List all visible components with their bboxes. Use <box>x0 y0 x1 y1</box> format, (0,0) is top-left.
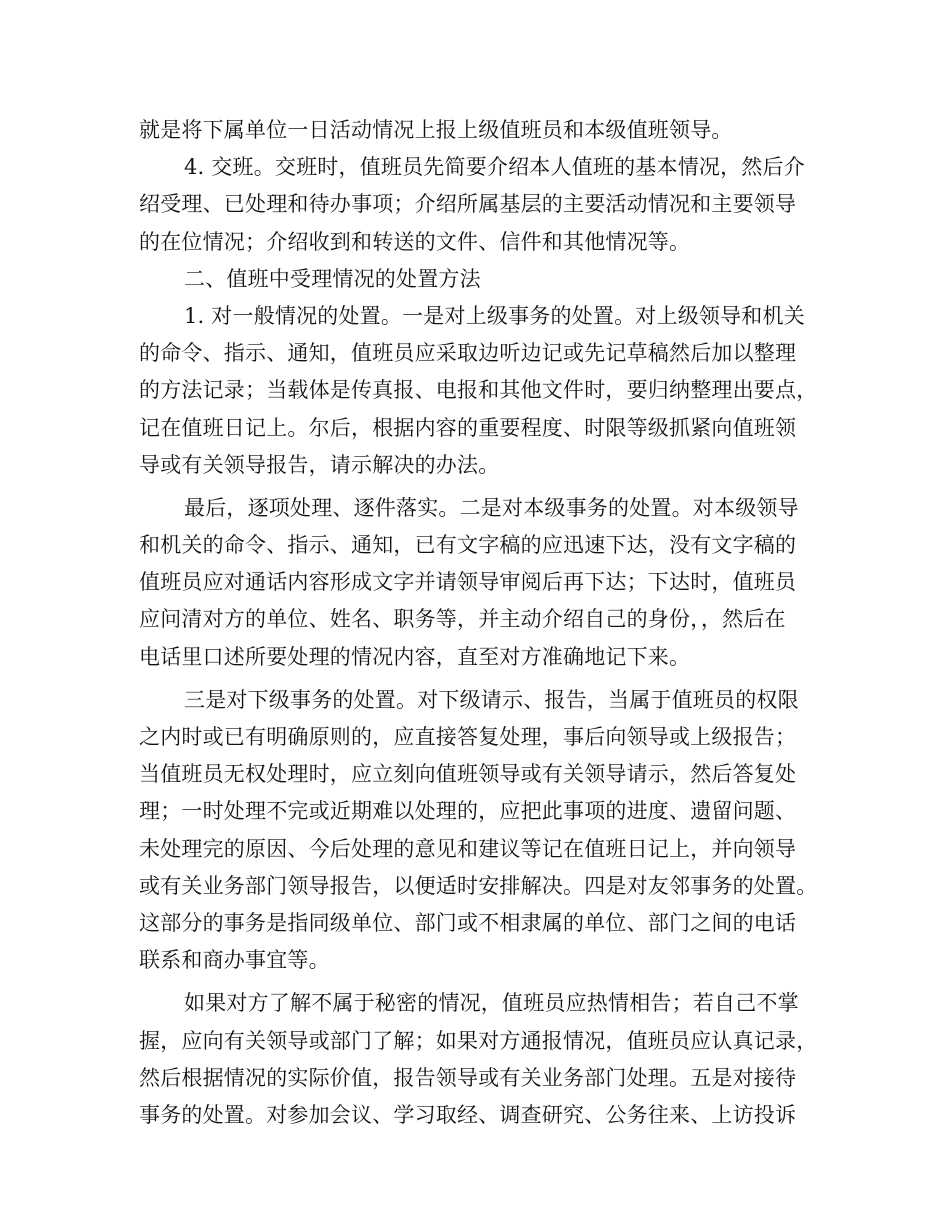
text-line: 和机关的命令、指示、通知，已有文字稿的应迅速下达，没有文字稿的 <box>139 533 797 558</box>
text-line: 然后根据情况的实际价值，报告领导或有关业务部门处理。五是对接待 <box>139 1065 797 1090</box>
text-line: 事务的处置。对参加会议、学习取经、调查研究、公务往来、上访投诉 <box>139 1102 797 1127</box>
text-line: 就是将下属单位一日活动情况上报上级值班员和本级值班领导。 <box>139 118 733 142</box>
document-body <box>139 112 829 1134</box>
text-line: 电话里口述所要处理的情况内容，直至对方准确地记下来。 <box>139 644 691 669</box>
text-line: 最后，逐项处理、逐件落实。二是对本级事务的处置。对本级领导 <box>184 495 799 520</box>
text-line: 记在值班日记上。尔后，根据内容的重要程度、时限等级抓紧向值班领 <box>139 415 797 440</box>
text-line: 或有关业务部门领导报告，以便适时安排解决。四是对友邻事务的处置。 <box>139 873 818 898</box>
text-line: 之内时或已有明确原则的，应直接答复处理，事后向领导或上级报告； <box>139 725 797 749</box>
text-line: 4. 交班。交班时，值班员先简要介绍本人值班的基本情况，然后介 <box>184 155 805 180</box>
text-line: 应问清对方的单位、姓名、职务等，并主动介绍自己的身份，，然后在 <box>139 607 786 632</box>
text-line: 联系和商办事宜等。 <box>139 948 330 973</box>
text-line: 三是对下级事务的处置。对下级请示、报告，当属于值班员的权限 <box>184 687 799 712</box>
text-line: 这部分的事务是指同级单位、部门或不相隶属的单位、部门之间的电话 <box>139 910 797 935</box>
text-line: 如果对方了解不属于秘密的情况，值班员应热情相告；若自己不掌 <box>184 991 799 1016</box>
text-line: 导或有关领导报告，请示解决的办法。 <box>139 452 500 477</box>
text-line: 握，应向有关领导或部门了解；如果对方通报情况，值班员应认真记录， <box>139 1028 818 1053</box>
text-line: 的在位情况；介绍收到和转送的文件、信件和其他情况等。 <box>139 229 691 254</box>
text-line: 未处理完的原因、今后处理的意见和建议等记在值班日记上，并向领导 <box>139 836 797 861</box>
text-line: 1. 对一般情况的处置。一是对上级事务的处置。对上级领导和机关 <box>184 303 805 328</box>
text-line: 值班员应对通话内容形成文字并请领导审阅后再下达；下达时，值班员 <box>139 570 797 595</box>
text-line: 理；一时处理不完或近期难以处理的，应把此事项的进度、遗留问题、 <box>139 799 797 824</box>
section-heading: 二、值班中受理情况的处置方法 <box>184 266 481 291</box>
text-line: 当值班员无权处理时，应立刻向值班领导或有关领导请示，然后答复处 <box>139 762 797 787</box>
text-line: 的命令、指示、通知，值班员应采取边听边记或先记草稿然后加以整理 <box>139 341 797 366</box>
text-line: 绍受理、已处理和待办事项；介绍所属基层的主要活动情况和主要领导 <box>139 192 797 217</box>
text-line: 的方法记录；当载体是传真报、电报和其他文件时，要归纳整理出要点， <box>139 378 818 403</box>
